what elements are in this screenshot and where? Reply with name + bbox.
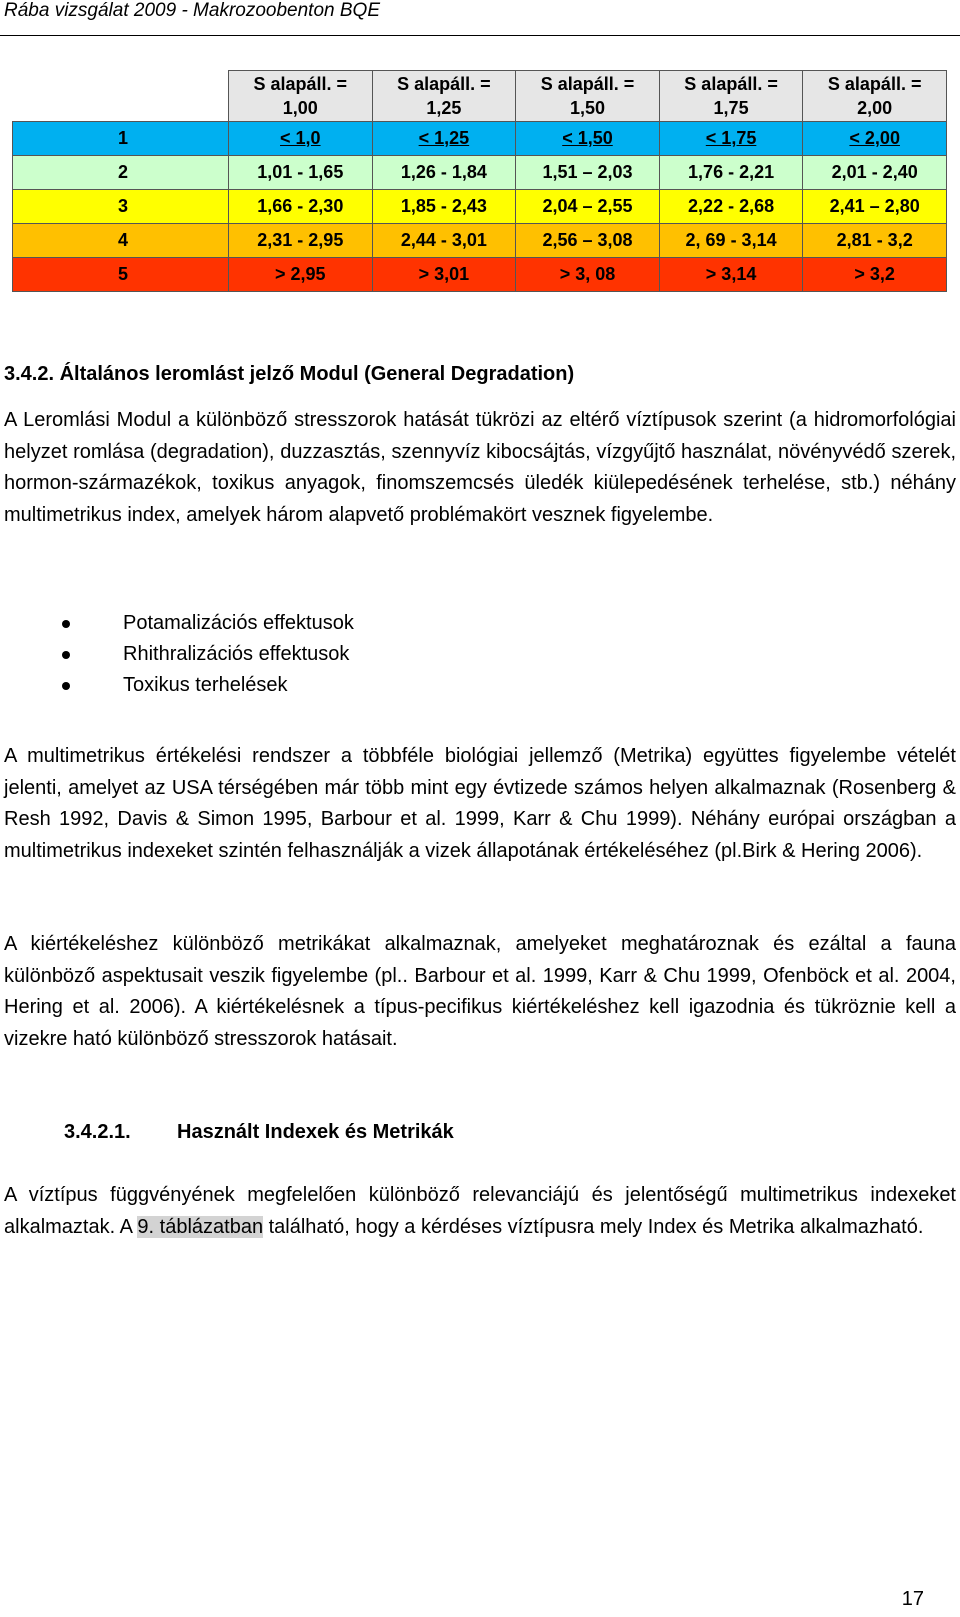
value-cell: > 3,2: [803, 258, 947, 292]
page-header: [0, 0, 960, 36]
blank-corner-cell: [13, 71, 229, 122]
paragraph-3: A kiértékeléshez különböző metrikákat alkalmaznak, amelyeket meghatároznak és ezáltal a fauna különböző aspektusait veszik figyelembe (pl.. Barbour et al. 1999, Karr & Chu 1999, Ofenböck et al. 2004, Hering et al. 2006). A kiértékelésnek a típus-pecifikus kiértékeléshez kell igazodnia és tükröznie kell a vizekre ható különböző stresszorok hatásait.: [4, 933, 956, 1050]
class-number-cell: 4: [13, 224, 229, 258]
value-cell: 2,01 - 2,40: [803, 156, 947, 190]
value-cell: 2,41 – 2,80: [803, 190, 947, 224]
list-item: Toxikus terhelések: [60, 670, 354, 701]
value-cell: > 3,01: [372, 258, 516, 292]
value-cell: 2,22 - 2,68: [659, 190, 803, 224]
value-cell: 2, 69 - 3,14: [659, 224, 803, 258]
value-cell: 1,66 - 2,30: [229, 190, 373, 224]
list-item: Potamalizációs effektusok: [60, 608, 354, 639]
value-cell: 1,01 - 1,65: [229, 156, 373, 190]
value-cell: 1,76 - 2,21: [659, 156, 803, 190]
paragraph-1: A Leromlási Modul a különböző stresszorok hatását tükrözi az eltérő víztípusok szerint (a hidromorfológiai helyzet romlása (degradation), duzzasztás, szennyvíz kibocsájtás, vízgyűjtő használat, növényvédő szerek, hormon-származékok, toxikus anyagok, finomszemcsés üledék kiülepedésének terhelése, stb.) néhány multimetrikus index, amelyek három alapvető problémakört vesznek figyelembe.: [4, 409, 956, 526]
header-cell: S alapáll. = 1,75: [659, 71, 803, 122]
header-cell: S alapáll. = 1,00: [229, 71, 373, 122]
class-number-cell: 2: [13, 156, 229, 190]
value-cell: 1,85 - 2,43: [372, 190, 516, 224]
subsection-title: Használt Indexek és Metrikák: [177, 1121, 454, 1143]
subsection-number: 3.4.2.1.: [64, 1121, 131, 1143]
list-item: Rhithralizációs effektusok: [60, 639, 354, 670]
value-cell: 2,44 - 3,01: [372, 224, 516, 258]
classification-table: [12, 70, 947, 292]
value-cell: < 1,75: [659, 122, 803, 156]
header-title: Rába vizsgálat 2009 - Makrozoobenton BQE: [4, 0, 380, 21]
value-cell: > 3, 08: [516, 258, 660, 292]
value-cell: 1,51 – 2,03: [516, 156, 660, 190]
page-number: 17: [901, 1588, 924, 1610]
value-cell: < 1,0: [229, 122, 373, 156]
value-cell: < 2,00: [803, 122, 947, 156]
class-number-cell: 1: [13, 122, 229, 156]
table-row: [13, 190, 947, 224]
value-cell: > 3,14: [659, 258, 803, 292]
table-header-row: [13, 71, 947, 122]
table-row: [13, 258, 947, 292]
table-row: [13, 224, 947, 258]
class-number-cell: 5: [13, 258, 229, 292]
class-number-cell: 3: [13, 190, 229, 224]
value-cell: > 2,95: [229, 258, 373, 292]
table-row: [13, 156, 947, 190]
value-cell: < 1,25: [372, 122, 516, 156]
value-cell: 2,31 - 2,95: [229, 224, 373, 258]
value-cell: 2,04 – 2,55: [516, 190, 660, 224]
value-cell: < 1,50: [516, 122, 660, 156]
bullet-list: [60, 608, 354, 701]
paragraph-4: A víztípus függvényének megfelelően különböző relevanciájú és jelentőségű multimetrikus indexeket alkalmaztak. A 9. táblázatban található, hogy a kérdéses víztípusra mely Index és Metrika alkalmazható.: [4, 1184, 956, 1238]
header-cell: S alapáll. = 1,50: [516, 71, 660, 122]
value-cell: 2,56 – 3,08: [516, 224, 660, 258]
header-cell: S alapáll. = 1,25: [372, 71, 516, 122]
header-cell: S alapáll. = 2,00: [803, 71, 947, 122]
table-row: [13, 122, 947, 156]
value-cell: 1,26 - 1,84: [372, 156, 516, 190]
paragraph-2: A multimetrikus értékelési rendszer a többféle biológiai jellemző (Metrika) együttes figyelembe vételét jelenti, amelyet az USA térségében már több mint egy évtizede számos helyen alkalmaznak (Rosenberg & Resh 1992, Davis & Simon 1995, Barbour et al. 1999, Karr & Chu 1999). Néhány európai országban a multimetrikus indexeket szintén felhasználják a vizek állapotának értékeléséhez (pl.Birk & Hering 2006).: [4, 745, 956, 862]
table-reference: 9. táblázatban: [137, 1215, 264, 1238]
section-heading: 3.4.2. Általános leromlást jelző Modul (General Degradation): [4, 363, 575, 385]
value-cell: 2,81 - 3,2: [803, 224, 947, 258]
